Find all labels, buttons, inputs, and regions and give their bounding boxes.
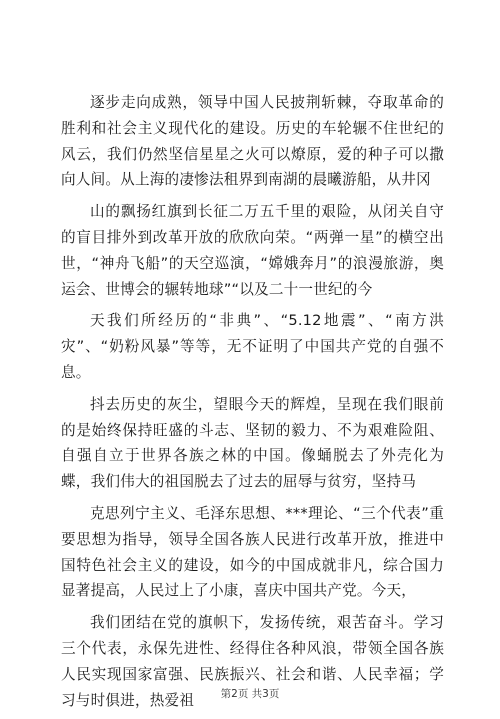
- paragraph-2: 山的飘扬红旗到长征二万五千里的艰险，从闭关自守的盲目排外到改革开放的欣欣向荣。“两弹一星”的横空出世，“神舟飞船”的天空巡演，“嫦娥奔月”的浪漫旅游，奥运会、世博会的辗转地球”“以及二十一世纪的今: [61, 203, 444, 298]
- paragraph-6: 我们团结在党的旗帜下，发扬传统，艰苦奋斗。学习三个代表，永保先进性、经得住各种风浪，带领全国各族人民实现国家富强、民族振兴、社会和谐、人民幸福；学习与时俱进，热爱祖: [61, 614, 444, 709]
- document-body: [61, 90, 444, 719]
- paragraph-5: 克思列宁主义、毛泽东思想、***理论、“三个代表”重要思想为指导，领导全国各族人民进行改革开放，推进中国特色社会主义的建设，如今的中国成就非凡，综合国力显著提高，人民过上了小康，喜庆中国共产党。今天，: [61, 504, 444, 600]
- page-number-footer: 第2页 共3页: [220, 688, 280, 700]
- paragraph-1: 逐步走向成熟，领导中国人民披荆斩棘，夺取革命的胜利和社会主义现代化的建设。历史的车轮辗不住世纪的风云，我们仍然坚信星星之火可以燎原，爱的种子可以撒向人间。从上海的凄惨法租界到南湖的晨曦游船，从井冈: [61, 94, 444, 189]
- paragraph-4: 抖去历史的灰尘，望眼今天的辉煌，呈现在我们眼前的是始终保持旺盛的斗志、坚韧的毅力、不为艰难险阻、自强自立于世界各族之林的中国。像蛹脱去了外壳化为蝶，我们伟大的祖国脱去了过去的屈辱与贫穷，坚持马: [61, 395, 444, 491]
- paragraph-3: 天我们所经历的“非典”、“5.12地震”、“南方洪灾”、“奶粉风暴”等等，无不证明了中国共产党的自强不息。: [61, 312, 444, 381]
